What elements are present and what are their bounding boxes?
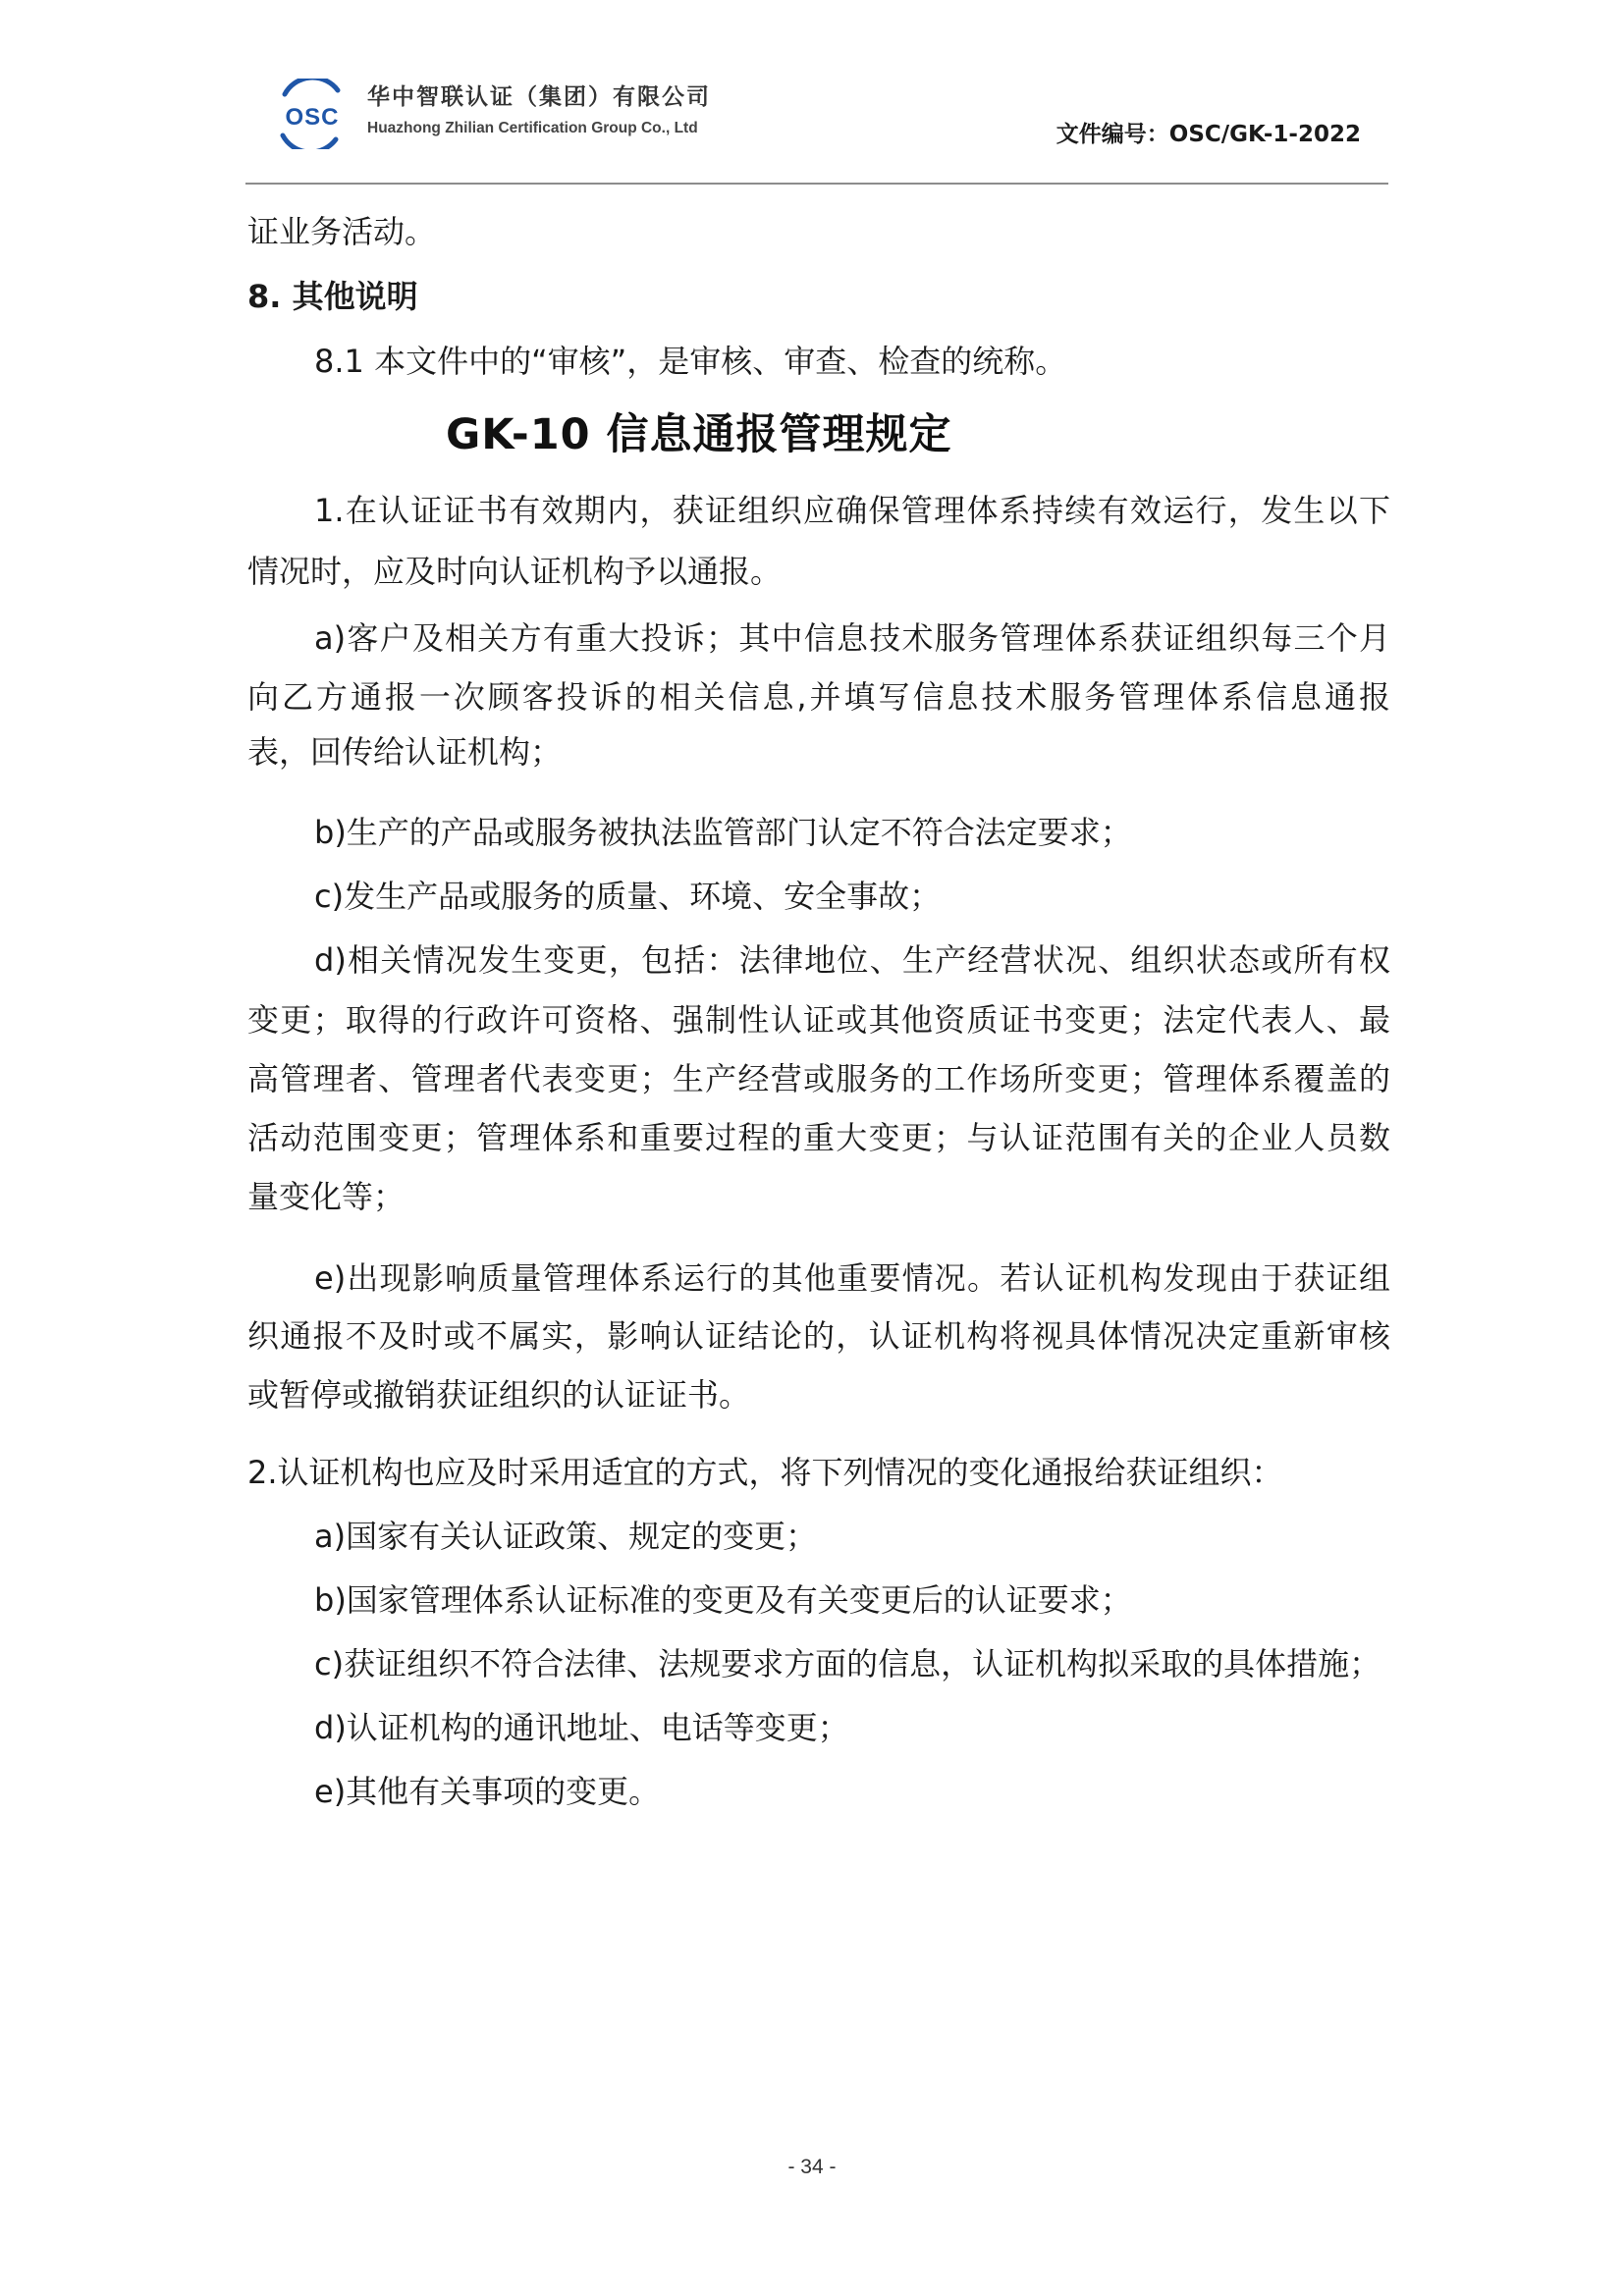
paragraph-1c: c)发生产品或服务的质量、环境、安全事故；	[314, 878, 942, 915]
page-number: - 34 -	[787, 2156, 837, 2178]
paragraph-line: 活动范围变更；管理体系和重要过程的重大变更；与认证范围有关的企业人员数	[247, 1119, 1390, 1156]
paragraph-line: 织通报不及时或不属实，影响认证结论的，认证机构将视具体情况决定重新审核	[247, 1317, 1390, 1355]
paragraph-line: 量变化等；	[247, 1178, 406, 1215]
paragraph-1b: b)生产的产品或服务被执法监管部门认定不符合法定要求；	[314, 814, 1132, 851]
paragraph-2: 2.认证机构也应及时采用适宜的方式，将下列情况的变化通报给获证组织：	[247, 1454, 1283, 1491]
paragraph-line: d)相关情况发生变更，包括：法律地位、生产经营状况、组织状态或所有权	[314, 941, 1390, 979]
paragraph-line: 或暂停或撤销获证组织的认证证书。	[247, 1376, 751, 1414]
document-number: 文件编号：OSC/GK-1-2022	[1056, 122, 1361, 147]
paragraph-2d: d)认证机构的通讯地址、电话等变更；	[314, 1709, 849, 1746]
section-heading-8: 8. 其他说明	[247, 278, 418, 315]
paragraph-line: e)出现影响质量管理体系运行的其他重要情况。若认证机构发现由于获证组	[314, 1259, 1390, 1297]
paragraph-line: 表，回传给认证机构；	[247, 733, 563, 771]
paragraph-line: 向乙方通报一次顾客投诉的相关信息,并填写信息技术服务管理体系信息通报	[247, 678, 1390, 716]
page-header	[275, 71, 1390, 185]
section-title: GK-10 信息通报管理规定	[446, 410, 952, 459]
logo-text: OSC	[285, 104, 340, 131]
company-name-en: Huazhong Zhilian Certification Group Co., Ltd	[367, 120, 698, 136]
paragraph-line: 变更；取得的行政许可资格、强制性认证或其他资质证书变更；法定代表人、最	[247, 1001, 1390, 1039]
company-name-cn: 华中智联认证（集团）有限公司	[367, 84, 711, 110]
paragraph-line: 情况时，应及时向认证机构予以通报。	[247, 553, 783, 590]
paragraph-2e: e)其他有关事项的变更。	[314, 1773, 661, 1810]
paragraph-2c: c)获证组织不符合法律、法规要求方面的信息，认证机构拟采取的具体措施；	[314, 1645, 1381, 1682]
continuation-text: 证业务活动。	[247, 213, 437, 250]
header-divider	[245, 183, 1388, 185]
paragraph-2b: b)国家管理体系认证标准的变更及有关变更后的认证要求；	[314, 1581, 1132, 1619]
paragraph-line: a)客户及相关方有重大投诉；其中信息技术服务管理体系获证组织每三个月	[314, 619, 1390, 657]
paragraph-line: 1.在认证证书有效期内，获证组织应确保管理体系持续有效运行，发生以下	[314, 492, 1390, 529]
clause-8-1: 8.1 本文件中的“审核”，是审核、审查、检查的统称。	[314, 343, 1067, 380]
paragraph-2a: a)国家有关认证政策、规定的变更；	[314, 1518, 818, 1555]
company-logo-icon	[277, 79, 348, 149]
paragraph-line: 高管理者、管理者代表变更；生产经营或服务的工作场所变更；管理体系覆盖的	[247, 1060, 1390, 1097]
